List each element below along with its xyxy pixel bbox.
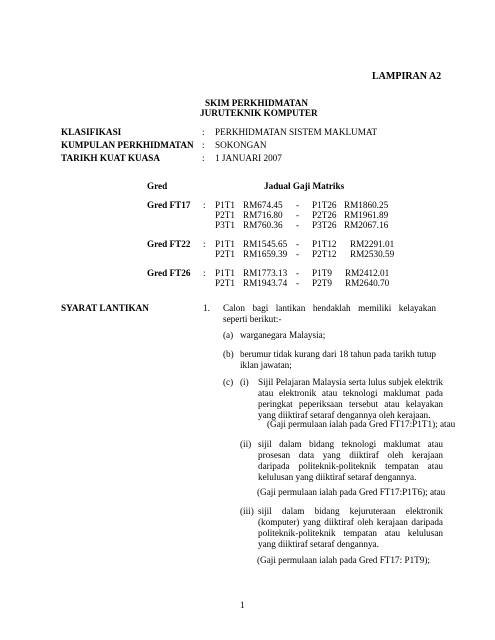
salary-value: RM1860.25 <box>344 200 389 210</box>
grade-sep: : <box>203 268 206 278</box>
salary-point: P1T9 <box>312 268 332 278</box>
range-dash: - <box>296 220 300 230</box>
salary-head-table: Jadual Gaji Matriks <box>264 181 345 191</box>
info-value-tarikh: 1 JANUARI 2007 <box>215 153 282 163</box>
salary-point: P2T1 <box>215 249 235 259</box>
sub-mark-i: (i) <box>240 377 249 387</box>
info-label-kumpulan: KUMPULAN PERKHIDMATAN <box>61 140 194 150</box>
salary-point: P2T9 <box>312 278 332 288</box>
range-dash: - <box>296 249 300 259</box>
info-label-klasifikasi: KLASIFIKASI <box>61 127 122 137</box>
salary-value: RM2067.16 <box>344 220 389 230</box>
salary-point: P1T26 <box>312 200 337 210</box>
sub-text-iii: sijil dalam bidang kejuruteraan elektronik (komputer) yang diiktiraf oleh kerajaan daripada politeknik-politeknik tempatan atau kelulusan yang diiktiraf setaraf dengannya. <box>258 506 443 549</box>
info-sep: : <box>202 127 205 137</box>
salary-value: RM1659.39 <box>243 249 288 259</box>
grade-ft17: Gred FT17 <box>147 200 191 210</box>
gaji-note-i: (Gaji permulaan ialah pada Gred FT17:P1T1); atau <box>267 419 456 429</box>
range-dash: - <box>296 268 300 278</box>
sub-mark-iii: (iii) <box>240 506 254 516</box>
range-dash: - <box>296 278 300 288</box>
salary-value: RM716.80 <box>243 210 283 220</box>
scheme-title-line2: JURUTEKNIK KOMPUTER <box>200 108 318 118</box>
range-dash: - <box>296 239 300 249</box>
page-number: 1 <box>240 600 245 610</box>
salary-head-grade: Gred <box>147 181 168 191</box>
salary-point: P1T1 <box>215 200 235 210</box>
range-dash: - <box>296 210 300 220</box>
grade-sep: : <box>203 239 206 249</box>
salary-value: RM1961.89 <box>344 210 389 220</box>
salary-value: RM2412.01 <box>345 268 390 278</box>
info-value-klasifikasi: PERKHIDMATAN SISTEM MAKLUMAT <box>215 127 378 137</box>
info-sep: : <box>202 153 205 163</box>
salary-point: P3T26 <box>312 220 337 230</box>
gaji-note-ii: (Gaji permulaan ialah pada Gred FT17:P1T6); atau <box>257 487 446 497</box>
info-value-kumpulan: SOKONGAN <box>215 140 267 150</box>
grade-ft22: Gred FT22 <box>147 239 191 249</box>
grade-sep: : <box>203 200 206 210</box>
item-text-a: warganegara Malaysia; <box>240 330 326 340</box>
salary-value: RM2291.01 <box>350 239 395 249</box>
range-dash: - <box>296 200 300 210</box>
salary-point: P2T12 <box>312 249 337 259</box>
salary-value: RM1545.65 <box>243 239 288 249</box>
sub-mark-ii: (ii) <box>240 439 252 449</box>
item-mark-b: (b) <box>223 349 234 359</box>
sub-text-ii: sijil dalam bidang teknologi maklumat atau prosesan data yang diiktiraf oleh kerajaan daripada politeknik-politeknik tempatan atau kelulusan yang diiktiraf setaraf dengannya. <box>258 439 443 482</box>
salary-point: P1T1 <box>215 268 235 278</box>
salary-value: RM2640.70 <box>345 278 390 288</box>
annex-label: LAMPIRAN A2 <box>372 71 442 82</box>
section-label-syarat: SYARAT LANTIKAN <box>61 303 149 313</box>
salary-value: RM2530.59 <box>350 249 395 259</box>
item-text-b: berumur tidak kurang dari 18 tahun pada tarikh tutup iklan jawatan; <box>240 349 436 370</box>
salary-point: P3T1 <box>215 220 235 230</box>
scheme-title-line1: SKIM PERKHIDMATAN <box>205 98 309 108</box>
salary-point: P1T1 <box>215 239 235 249</box>
gaji-note-iii: (Gaji permulaan ialah pada Gred FT17: P1T9); <box>257 555 430 565</box>
sub-text-i: Sijil Pelajaran Malaysia serta lulus subjek elektrik atau elektronik atau teknologi maklumat pada peringkat peperiksaan tersebut atau kelayakan yang diiktiraf setaraf dengannya oleh kerajaan. <box>258 377 443 420</box>
salary-point: P2T1 <box>215 278 235 288</box>
salary-value: RM1773.13 <box>243 268 288 278</box>
salary-value: RM1943.74 <box>243 278 288 288</box>
salary-value: RM760.36 <box>243 220 283 230</box>
salary-point: P2T1 <box>215 210 235 220</box>
item-mark-a: (a) <box>223 330 234 340</box>
info-sep: : <box>202 140 205 150</box>
clause-intro: Calon bagi lantikan hendaklah memiliki kelayakan seperti berikut:- <box>223 303 436 324</box>
salary-point: P1T12 <box>312 239 337 249</box>
salary-value: RM674.45 <box>243 200 283 210</box>
clause-number: 1. <box>203 303 210 313</box>
salary-point: P2T26 <box>312 210 337 220</box>
item-mark-c: (c) <box>223 377 234 387</box>
grade-ft26: Gred FT26 <box>147 268 191 278</box>
info-label-tarikh: TARIKH KUAT KUASA <box>61 153 161 163</box>
